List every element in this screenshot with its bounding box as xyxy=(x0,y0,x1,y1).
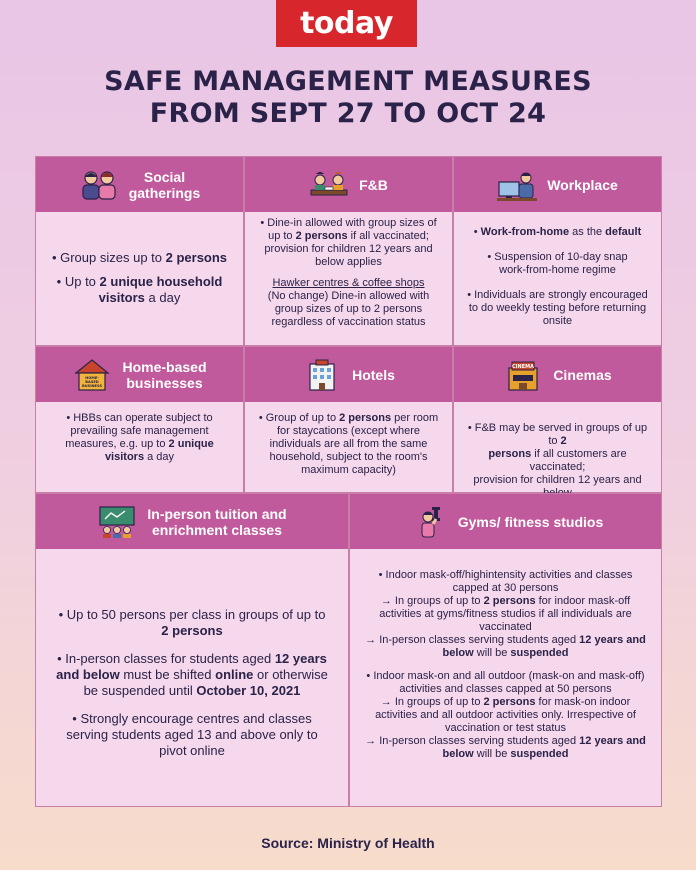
gyms-mask-off xyxy=(358,569,653,660)
social-title-line-2: gatherings xyxy=(128,184,201,201)
gyms-mask-on xyxy=(358,670,653,761)
fnb-body xyxy=(245,212,452,343)
text: must be shifted xyxy=(119,667,216,682)
text: serving students aged 13 and above only to xyxy=(66,727,318,742)
row-1 xyxy=(35,156,662,346)
social-title-line-1: Social xyxy=(143,168,186,185)
hbb-header xyxy=(36,347,243,402)
text: pivot online xyxy=(159,743,225,758)
text: provision for children 12 years and xyxy=(473,474,642,486)
text: provision for children 12 years and xyxy=(264,243,433,255)
tuition-capacity xyxy=(44,607,340,639)
tuition-title-line-1: In-person tuition and xyxy=(147,505,287,522)
icon-label: BUSINESS xyxy=(82,383,103,388)
emphasis: persons xyxy=(488,448,532,460)
page-title xyxy=(0,66,696,130)
tuition-header xyxy=(36,494,348,549)
text: (No change) Dine-in allowed with xyxy=(267,290,430,302)
workplace-title: Workplace xyxy=(547,176,618,193)
text: up to xyxy=(268,230,296,242)
text: as the xyxy=(569,226,606,238)
text: will be xyxy=(473,748,511,760)
emphasis: 2 persons xyxy=(483,595,536,607)
text: per room xyxy=(391,412,439,424)
fnb-hawker xyxy=(253,277,444,329)
source-credit: Source: Ministry of Health xyxy=(261,835,435,851)
tuition-pivot xyxy=(44,711,340,759)
emphasis: 2 xyxy=(560,435,567,447)
text: prevailing safe management xyxy=(70,425,209,437)
hbb-cell xyxy=(35,346,244,493)
text: → In-person classes serving students aged xyxy=(365,634,580,646)
social-bullet-1 xyxy=(44,250,235,266)
office-worker-icon xyxy=(497,168,537,202)
text: → In-person classes serving students aged xyxy=(365,735,580,747)
text: • HBBs can operate subject to xyxy=(66,412,213,424)
hotels-text xyxy=(253,412,444,477)
text: • Strongly encourage centres and classes xyxy=(72,711,312,726)
hawker-heading: Hawker centres & coffee shops xyxy=(272,277,425,289)
hotels-title: Hotels xyxy=(352,366,395,383)
text: will be xyxy=(473,647,511,659)
social-bullet-2 xyxy=(44,274,235,306)
text: • Up to xyxy=(56,274,100,289)
tuition-title-line-2: enrichment classes xyxy=(152,521,282,538)
hbb-title-line-1: Home-based xyxy=(122,358,207,375)
social-gatherings-cell xyxy=(35,156,244,346)
tuition-cell xyxy=(35,493,349,807)
emphasis: visitors xyxy=(98,290,145,305)
emphasis: below xyxy=(442,647,474,659)
emphasis: 2 persons xyxy=(339,412,392,424)
text: • xyxy=(473,226,481,238)
cinema-icon xyxy=(503,358,543,392)
hotels-cell xyxy=(244,346,453,493)
text: activities at gyms/fitness studios if all individuals are xyxy=(379,608,632,620)
fnb-title: F&B xyxy=(359,176,388,193)
emphasis: 12 years and xyxy=(579,735,646,747)
home-business-icon xyxy=(72,358,112,392)
text: if all customers are vaccinated; xyxy=(529,448,627,473)
emphasis: Work-from-home xyxy=(480,226,570,238)
workplace-cell xyxy=(453,156,662,346)
emphasis: 12 years xyxy=(274,651,327,666)
hbb-title-line-2: businesses xyxy=(126,374,203,391)
hbb-text xyxy=(44,412,235,464)
today-logo: today xyxy=(276,0,417,47)
text: if all vaccinated; xyxy=(347,230,429,242)
text: • In-person classes for students aged xyxy=(57,651,275,666)
workplace-wfh xyxy=(462,226,653,239)
emphasis: below xyxy=(442,748,474,760)
text: • Group of up to xyxy=(258,412,340,424)
gyms-title: Gyms/ fitness studios xyxy=(457,513,604,530)
emphasis: and below xyxy=(56,667,120,682)
emphasis: 2 persons xyxy=(295,230,348,242)
text: onsite xyxy=(542,315,573,327)
emphasis: 2 unique xyxy=(168,438,214,450)
text: be suspended until xyxy=(83,683,197,698)
fnb-dine-in xyxy=(253,217,444,269)
text: → In groups of up to xyxy=(380,696,484,708)
cinemas-cell xyxy=(453,346,662,493)
fnb-cell xyxy=(244,156,453,346)
text: for indoor mask-off xyxy=(535,595,631,607)
hotel-icon xyxy=(302,358,342,392)
tuition-online xyxy=(44,651,340,699)
row-3 xyxy=(35,493,662,807)
dumbbell-icon xyxy=(408,505,448,539)
text: group sizes of up to 2 persons xyxy=(274,303,423,315)
icon-label: CINEMA xyxy=(512,363,535,370)
tuition-title xyxy=(147,506,286,538)
text: individuals are all from the same xyxy=(269,438,428,450)
emphasis: online xyxy=(215,667,254,682)
gyms-body xyxy=(350,549,661,775)
text: to do weekly testing before returning xyxy=(468,302,647,314)
text: below applies xyxy=(315,256,382,268)
text: • Suspension of 10-day snap xyxy=(487,251,628,263)
text: activities and classes capped at 50 persons xyxy=(399,683,612,695)
tuition-body xyxy=(36,549,348,773)
emphasis: default xyxy=(605,226,642,238)
fnb-header xyxy=(245,157,452,212)
gyms-header xyxy=(350,494,661,549)
text: • Up to 50 persons per class in groups of up to xyxy=(58,607,326,622)
text: • Indoor mask-on and all outdoor (mask-on and mask-off) xyxy=(366,670,645,682)
cinemas-header xyxy=(454,347,661,402)
emphasis: 2 unique household xyxy=(99,274,223,289)
workplace-snap xyxy=(462,251,653,277)
text: vaccinated xyxy=(479,621,532,633)
emphasis: 2 persons xyxy=(483,696,536,708)
text: for staycations (except where xyxy=(276,425,421,437)
emphasis: visitors xyxy=(104,451,145,463)
hotels-body xyxy=(245,402,452,491)
icon-label: HOME- xyxy=(85,375,100,380)
text: measures, e.g. up to xyxy=(65,438,169,450)
text: • F&B may be served in groups of up to xyxy=(467,422,648,447)
social-gatherings-body xyxy=(36,212,243,320)
hbb-title xyxy=(122,359,206,391)
text: or otherwise xyxy=(253,667,328,682)
text: a day xyxy=(144,290,181,305)
emphasis: suspended xyxy=(510,748,569,760)
workplace-testing xyxy=(462,289,653,328)
classroom-icon xyxy=(97,505,137,539)
emphasis: October 10, 2021 xyxy=(196,683,301,698)
cinemas-title: Cinemas xyxy=(553,366,612,383)
dining-icon xyxy=(309,168,349,202)
social-gatherings-title xyxy=(129,169,201,201)
gyms-cell xyxy=(349,493,662,807)
emphasis: suspended xyxy=(510,647,569,659)
title-line-2: FROM SEPT 27 TO OCT 24 xyxy=(149,98,547,129)
text: for mask-on indoor xyxy=(535,696,631,708)
text: regardless of vaccination status xyxy=(271,316,426,328)
text: capped at 30 persons xyxy=(452,582,559,594)
text: household, subject to the room's xyxy=(269,451,428,463)
hbb-body xyxy=(36,402,243,478)
text: vaccination or test status xyxy=(444,722,567,734)
workplace-body xyxy=(454,212,661,342)
text: • Group sizes up to xyxy=(51,250,166,265)
text: • Individuals are strongly encouraged xyxy=(467,289,648,301)
icon-label: BASED xyxy=(85,379,100,384)
workplace-header xyxy=(454,157,661,212)
text: a day xyxy=(144,451,175,463)
text: • Dine-in allowed with group sizes of xyxy=(260,217,437,229)
text: • Indoor mask-off/highintensity activities and classes xyxy=(378,569,633,581)
row-2 xyxy=(35,346,662,493)
title-line-1: SAFE MANAGEMENT MEASURES xyxy=(104,66,592,97)
social-gatherings-header xyxy=(36,157,243,212)
emphasis: 12 years and xyxy=(579,634,646,646)
hotels-header xyxy=(245,347,452,402)
text: work-from-home regime xyxy=(499,264,616,276)
people-icon xyxy=(79,168,119,202)
text: maximum capacity) xyxy=(301,464,396,476)
text: → In groups of up to xyxy=(380,595,484,607)
emphasis: 2 persons xyxy=(161,623,223,638)
emphasis: 2 persons xyxy=(165,250,228,265)
text: activities and all outdoor activities only. Irrespective of xyxy=(375,709,636,721)
